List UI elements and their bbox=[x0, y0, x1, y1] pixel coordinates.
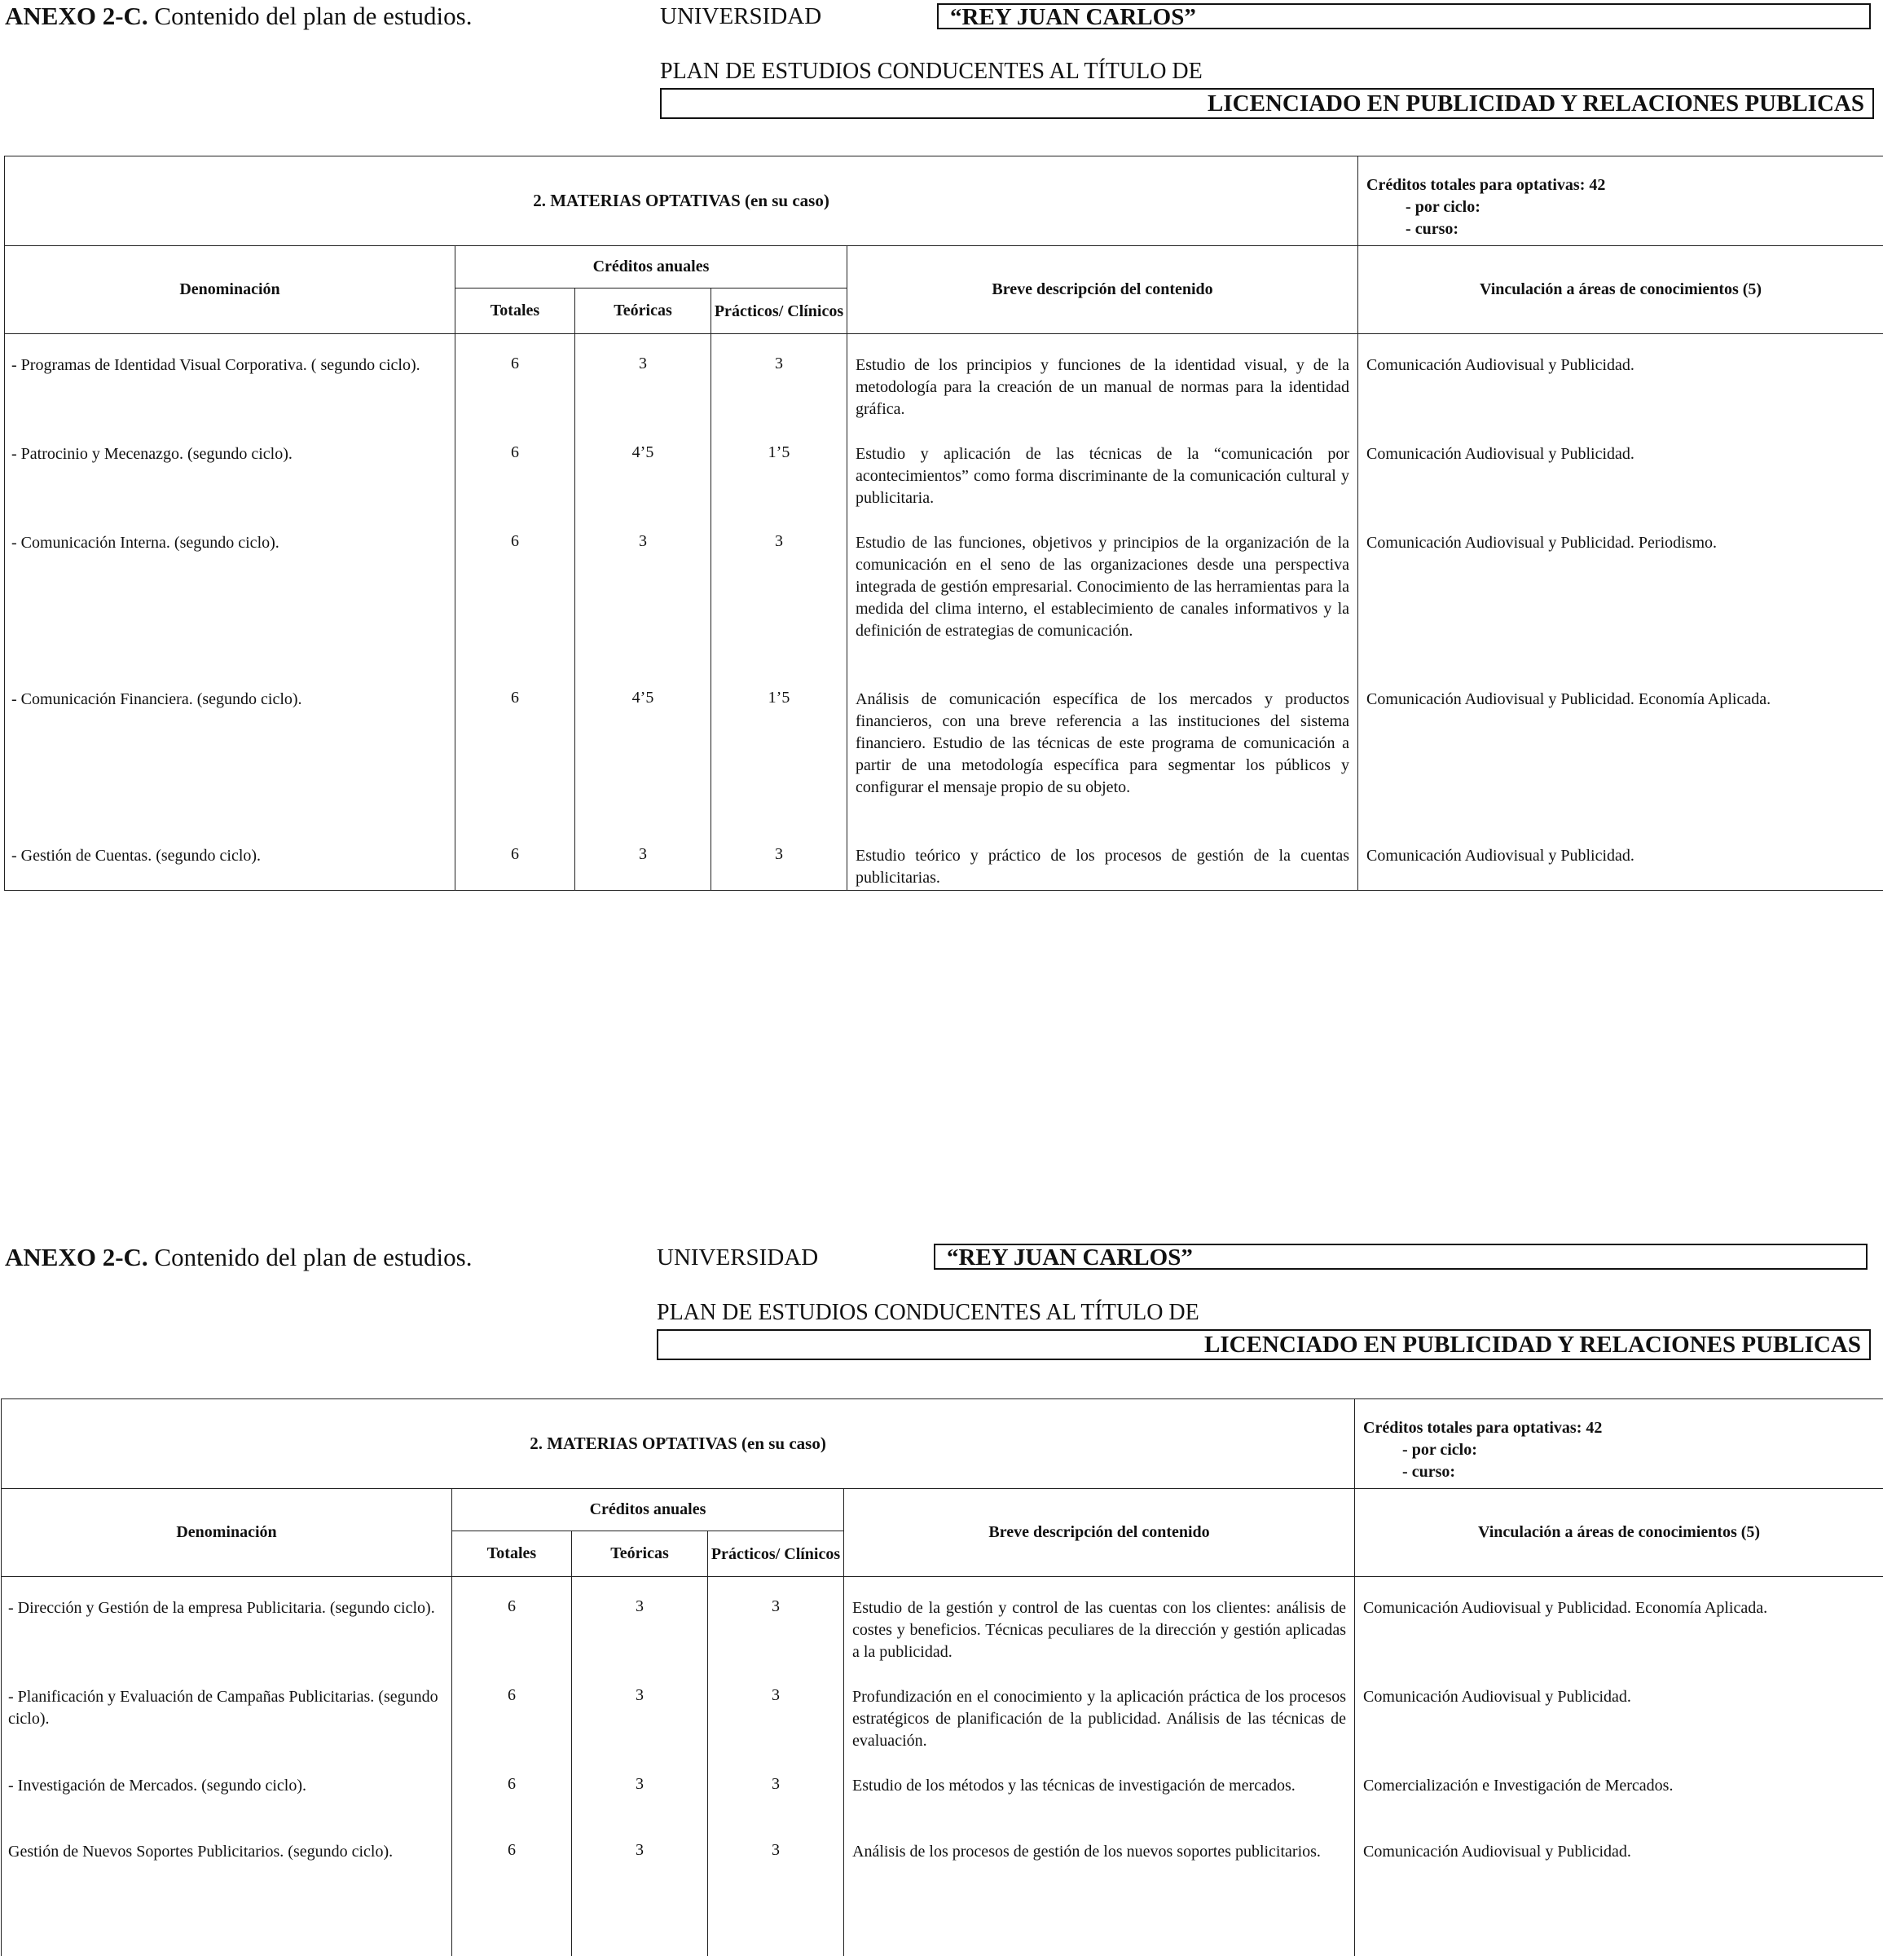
header-descripcion: Breve descripción del contenido bbox=[847, 246, 1358, 334]
row-descripcion: Análisis de comunicación específica de los mercados y productos financieros, con una breve referencia a las instituciones del sistema financiero. Estudio de las técnicas de este programa de comunicación a partir de una metodología específica para segmentar los públicos y configurar el mensaje propio de su objeto. bbox=[847, 668, 1358, 825]
row-teoricas: 3 bbox=[575, 825, 711, 891]
creditos-totales-cell bbox=[1358, 156, 1883, 246]
row-area: Comunicación Audiovisual y Publicidad. bbox=[1355, 1666, 1883, 1755]
row-totales: 6 bbox=[452, 1666, 572, 1755]
anexo-heading bbox=[5, 1243, 472, 1272]
row-area: Comunicación Audiovisual y Publicidad. Periodismo. bbox=[1358, 512, 1883, 668]
table-row bbox=[5, 825, 1883, 891]
row-practicos: 3 bbox=[711, 334, 847, 423]
plan-label: PLAN DE ESTUDIOS CONDUCENTES AL TÍTULO DE bbox=[660, 59, 1203, 84]
header-teoricas: Teóricas bbox=[575, 288, 711, 334]
row-teoricas: 3 bbox=[575, 512, 711, 668]
row-practicos: 3 bbox=[708, 1755, 844, 1821]
anexo-text: Contenido del plan de estudios. bbox=[154, 1243, 473, 1271]
creditos-totales-cell bbox=[1355, 1399, 1883, 1489]
row-denominacion: - Gestión de Cuentas. (segundo ciclo). bbox=[5, 825, 455, 891]
table-row bbox=[2, 1577, 1883, 1666]
row-descripcion: Estudio de los principios y funciones de la identidad visual, y de la metodología para la creación de un manual de normas para la identidad gráfica. bbox=[847, 334, 1358, 423]
row-descripcion: Estudio de las funciones, objetivos y principios de la organización de la comunicación en el seno de las organizaciones desde una perspectiva integrada de gestión empresarial. Conocimiento de las herramientas para la medida del clima interno, el establecimiento de canales informativos y la definición de estrategias de comunicación. bbox=[847, 512, 1358, 668]
row-teoricas: 3 bbox=[572, 1755, 708, 1821]
row-totales: 6 bbox=[455, 668, 575, 825]
row-practicos: 3 bbox=[711, 512, 847, 668]
curso: - curso: bbox=[1402, 1463, 1456, 1481]
header-teoricas: Teóricas bbox=[572, 1531, 708, 1577]
row-area: Comunicación Audiovisual y Publicidad. Economía Aplicada. bbox=[1358, 668, 1883, 825]
row-teoricas: 3 bbox=[575, 334, 711, 423]
titulo-box: LICENCIADO EN PUBLICIDAD Y RELACIONES PUBLICAS bbox=[660, 88, 1874, 119]
table-row bbox=[5, 512, 1883, 668]
row-teoricas: 3 bbox=[572, 1821, 708, 1956]
universidad-name-box: “REY JUAN CARLOS” bbox=[937, 3, 1871, 29]
row-teoricas: 4’5 bbox=[575, 668, 711, 825]
row-teoricas: 4’5 bbox=[575, 423, 711, 512]
document-section-1 bbox=[0, 0, 1883, 896]
anexo-text: Contenido del plan de estudios. bbox=[154, 2, 473, 30]
titulo-box: LICENCIADO EN PUBLICIDAD Y RELACIONES PUBLICAS bbox=[657, 1329, 1871, 1360]
row-practicos: 3 bbox=[708, 1577, 844, 1666]
row-area: Comunicación Audiovisual y Publicidad. bbox=[1355, 1821, 1883, 1956]
row-totales: 6 bbox=[452, 1577, 572, 1666]
row-denominacion: - Investigación de Mercados. (segundo ciclo). bbox=[2, 1755, 452, 1821]
por-ciclo: - por ciclo: bbox=[1406, 198, 1480, 216]
header-totales: Totales bbox=[452, 1531, 572, 1577]
row-denominacion: Gestión de Nuevos Soportes Publicitarios. (segundo ciclo). bbox=[2, 1821, 452, 1956]
row-descripcion: Profundización en el conocimiento y la aplicación práctica de los procesos estratégicos de planificación de la publicidad. Análisis de las técnicas de evaluación. bbox=[844, 1666, 1355, 1755]
row-denominacion: - Comunicación Financiera. (segundo ciclo). bbox=[5, 668, 455, 825]
materias-optativas-table bbox=[4, 156, 1883, 891]
header-vinculacion: Vinculación a áreas de conocimientos (5) bbox=[1358, 246, 1883, 334]
header-descripcion: Breve descripción del contenido bbox=[844, 1489, 1355, 1577]
materias-optativas-table bbox=[1, 1398, 1883, 1956]
table-row bbox=[5, 334, 1883, 423]
row-descripcion: Estudio de la gestión y control de las cuentas con los clientes: análisis de costes y beneficios. Técnicas peculiares de la dirección y gestión aplicadas a la publicidad. bbox=[844, 1577, 1355, 1666]
row-totales: 6 bbox=[452, 1755, 572, 1821]
universidad-name-box: “REY JUAN CARLOS” bbox=[934, 1244, 1868, 1270]
row-practicos: 1’5 bbox=[711, 668, 847, 825]
row-teoricas: 3 bbox=[572, 1666, 708, 1755]
row-area: Comunicación Audiovisual y Publicidad. bbox=[1358, 423, 1883, 512]
table-row bbox=[5, 423, 1883, 512]
header-practicos: Prácticos/ Clínicos bbox=[708, 1531, 844, 1577]
creditos-totales: Créditos totales para optativas: 42 bbox=[1366, 176, 1606, 194]
row-descripcion: Estudio de los métodos y las técnicas de investigación de mercados. bbox=[844, 1755, 1355, 1821]
header-vinculacion: Vinculación a áreas de conocimientos (5) bbox=[1355, 1489, 1883, 1577]
row-area: Comercialización e Investigación de Mercados. bbox=[1355, 1755, 1883, 1821]
row-area: Comunicación Audiovisual y Publicidad. bbox=[1358, 334, 1883, 423]
creditos-totales: Créditos totales para optativas: 42 bbox=[1363, 1419, 1603, 1437]
anexo-heading bbox=[5, 2, 472, 31]
row-denominacion: - Patrocinio y Mecenazgo. (segundo ciclo). bbox=[5, 423, 455, 512]
header-creditos-anuales: Créditos anuales bbox=[452, 1489, 844, 1531]
row-denominacion: - Dirección y Gestión de la empresa Publicitaria. (segundo ciclo). bbox=[2, 1577, 452, 1666]
row-practicos: 3 bbox=[711, 825, 847, 891]
row-totales: 6 bbox=[455, 512, 575, 668]
header-denominacion: Denominación bbox=[2, 1489, 452, 1577]
row-denominacion: - Comunicación Interna. (segundo ciclo). bbox=[5, 512, 455, 668]
row-denominacion: - Programas de Identidad Visual Corporativa. ( segundo ciclo). bbox=[5, 334, 455, 423]
table-row bbox=[2, 1755, 1883, 1821]
plan-label: PLAN DE ESTUDIOS CONDUCENTES AL TÍTULO DE bbox=[657, 1300, 1199, 1325]
row-totales: 6 bbox=[455, 334, 575, 423]
document-section-2 bbox=[0, 1239, 1883, 1960]
row-denominacion: - Planificación y Evaluación de Campañas Publicitarias. (segundo ciclo). bbox=[2, 1666, 452, 1755]
curso: - curso: bbox=[1406, 220, 1459, 238]
header-totales: Totales bbox=[455, 288, 575, 334]
header-denominacion: Denominación bbox=[5, 246, 455, 334]
header-practicos: Prácticos/ Clínicos bbox=[711, 288, 847, 334]
anexo-label: ANEXO 2-C. bbox=[5, 1243, 148, 1271]
table-title: 2. MATERIAS OPTATIVAS (en su caso) bbox=[5, 156, 1358, 246]
table-title: 2. MATERIAS OPTATIVAS (en su caso) bbox=[2, 1399, 1355, 1489]
table-row bbox=[2, 1821, 1883, 1956]
row-totales: 6 bbox=[455, 825, 575, 891]
row-practicos: 1’5 bbox=[711, 423, 847, 512]
row-descripcion: Estudio teórico y práctico de los procesos de gestión de la cuentas publicitarias. bbox=[847, 825, 1358, 891]
table-row bbox=[2, 1666, 1883, 1755]
row-practicos: 3 bbox=[708, 1666, 844, 1755]
row-descripcion: Estudio y aplicación de las técnicas de la “comunicación por acontecimientos” como forma discriminante de la comunicación cultural y publicitaria. bbox=[847, 423, 1358, 512]
table-row bbox=[5, 668, 1883, 825]
row-teoricas: 3 bbox=[572, 1577, 708, 1666]
anexo-label: ANEXO 2-C. bbox=[5, 2, 148, 30]
row-descripcion: Análisis de los procesos de gestión de los nuevos soportes publicitarios. bbox=[844, 1821, 1355, 1956]
universidad-label: UNIVERSIDAD bbox=[657, 1244, 819, 1271]
header-creditos-anuales: Créditos anuales bbox=[455, 246, 847, 288]
universidad-label: UNIVERSIDAD bbox=[660, 3, 822, 29]
row-totales: 6 bbox=[452, 1821, 572, 1956]
row-area: Comunicación Audiovisual y Publicidad. bbox=[1358, 825, 1883, 891]
row-totales: 6 bbox=[455, 423, 575, 512]
row-area: Comunicación Audiovisual y Publicidad. Economía Aplicada. bbox=[1355, 1577, 1883, 1666]
por-ciclo: - por ciclo: bbox=[1402, 1441, 1477, 1459]
row-practicos: 3 bbox=[708, 1821, 844, 1956]
